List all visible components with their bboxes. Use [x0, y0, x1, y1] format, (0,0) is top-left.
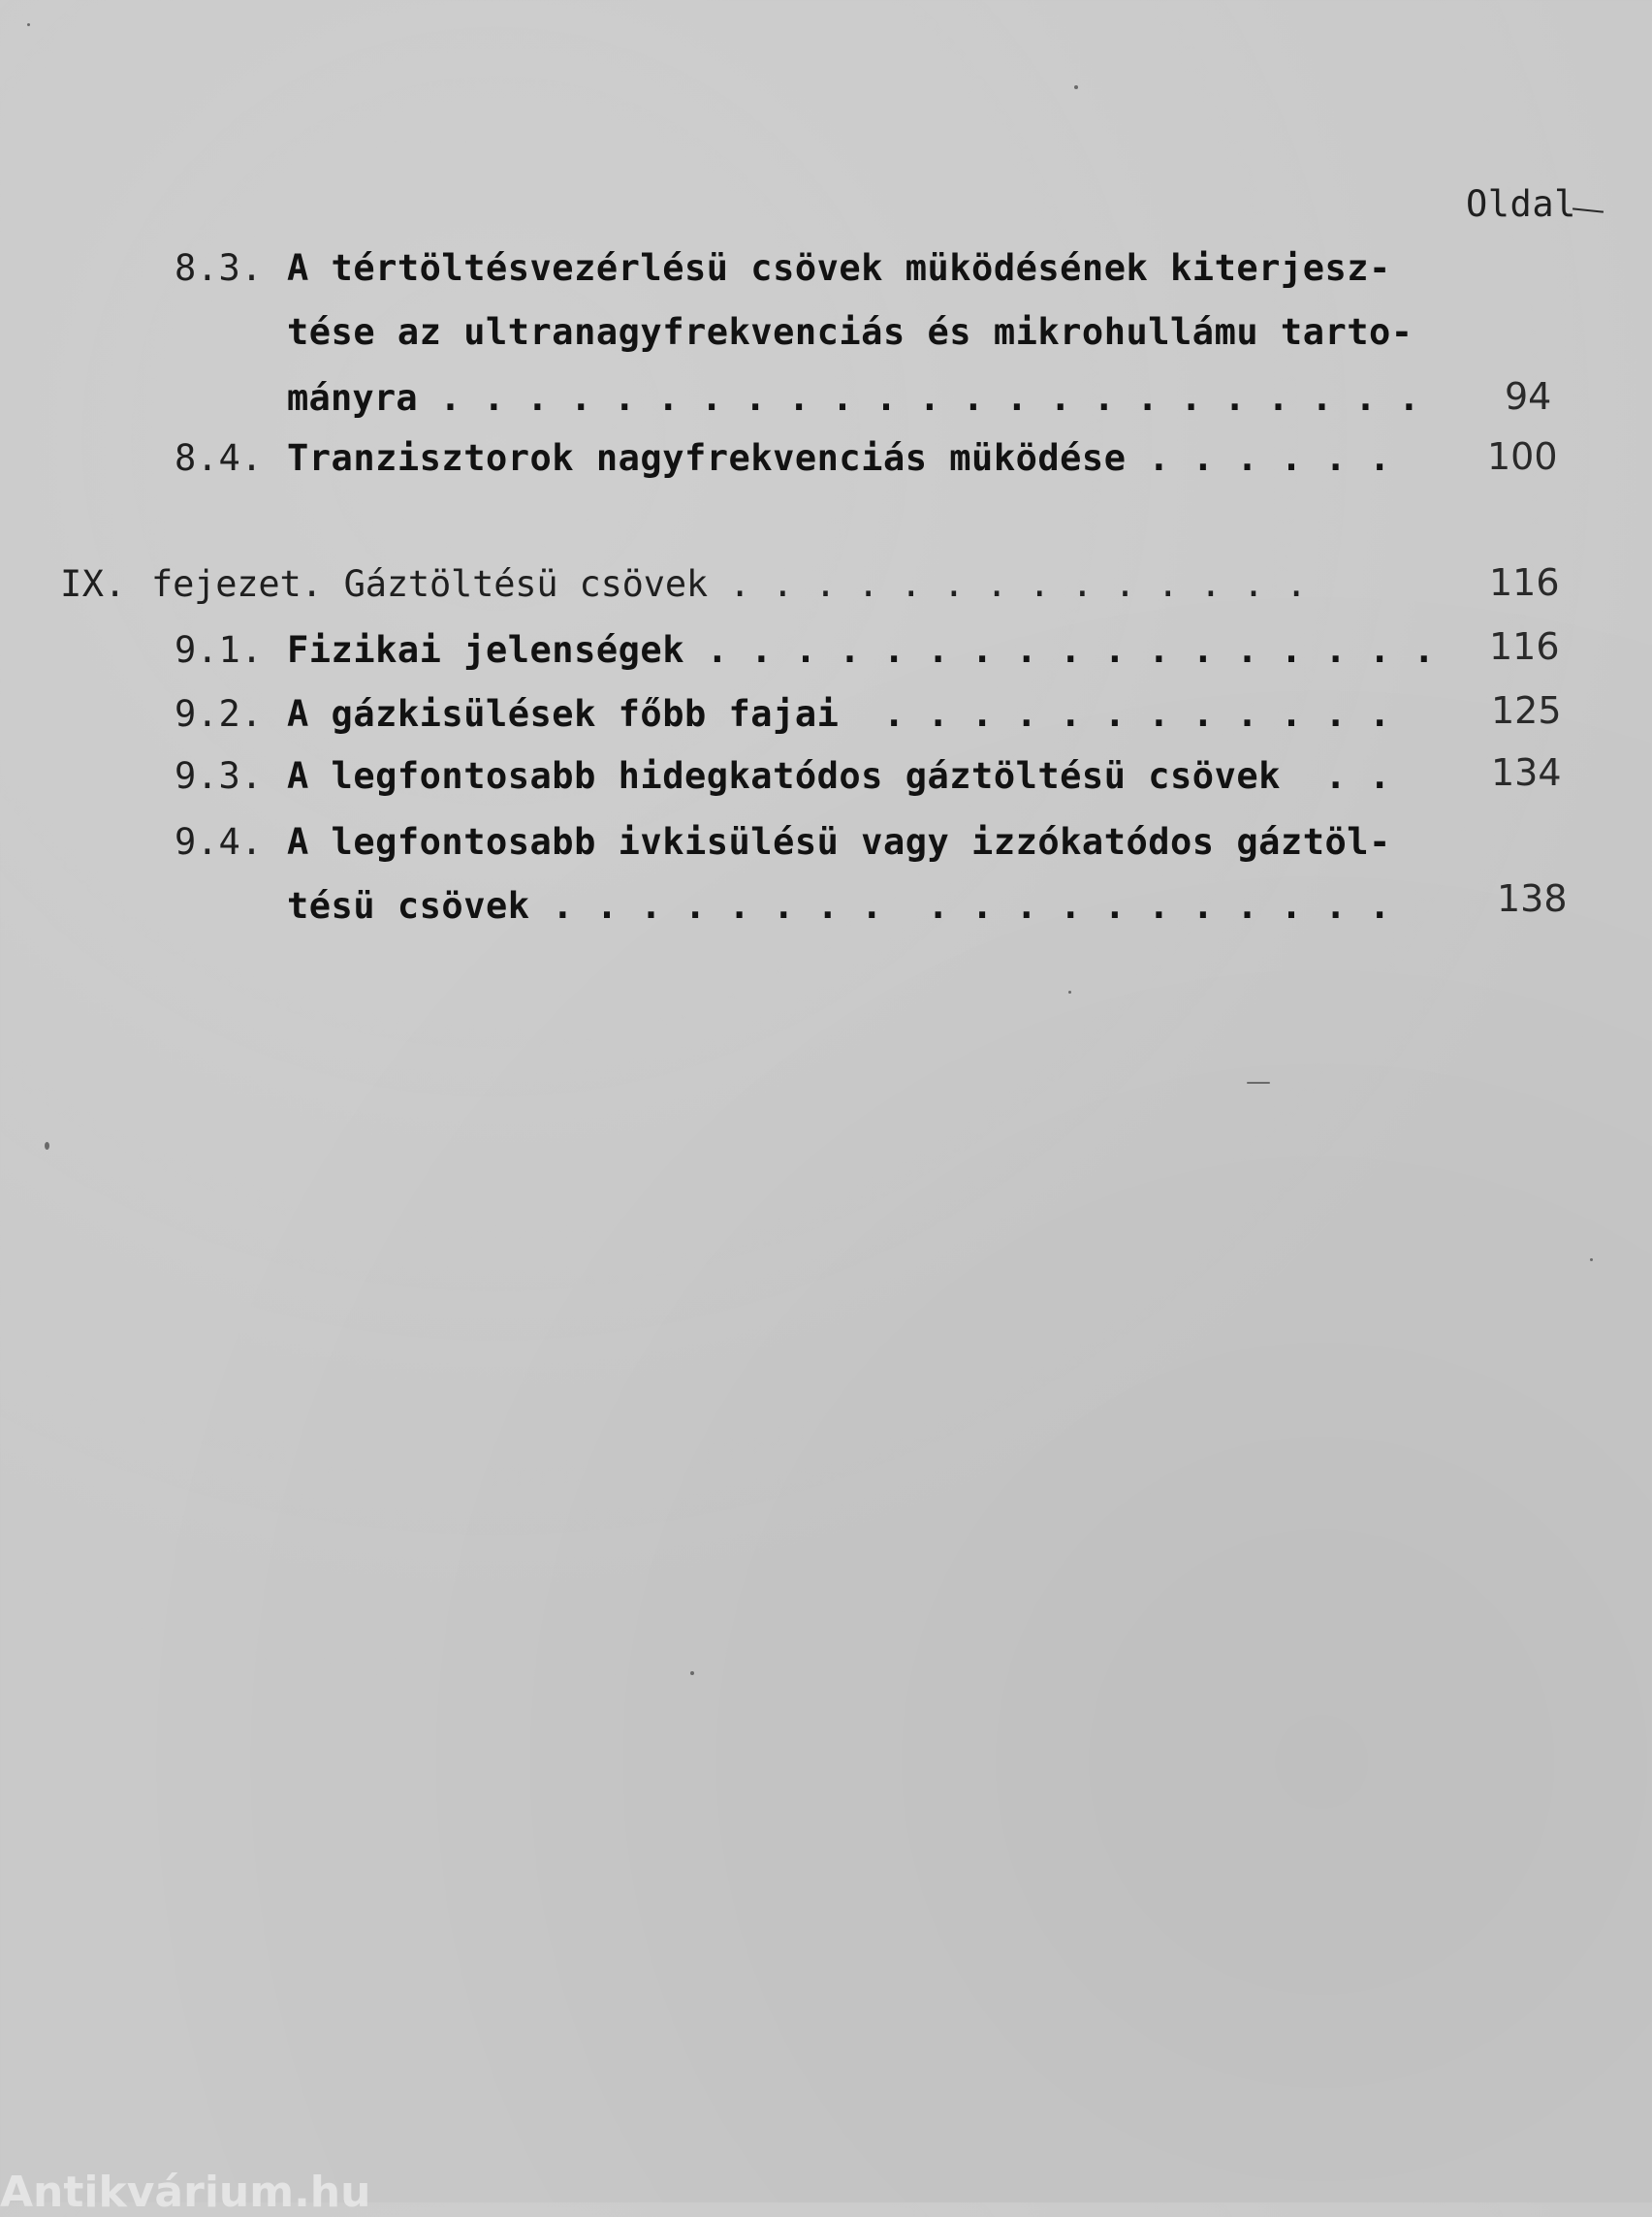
toc-entry-9-2-number: 9.2. [175, 693, 264, 735]
toc-entry-9-1-number: 9.1. [175, 629, 264, 671]
toc-chapter-ix-title: fejezet. Gáztöltésü csövek . . . . . . . . . . . . . . [151, 563, 1308, 605]
toc-entry-9-2-line-1: A gázkisülések főbb fajai . . . . . . . . . . . . [287, 693, 1391, 735]
oldal-underline [1573, 207, 1604, 212]
scan-speck [1068, 991, 1071, 994]
toc-entry-8-4-page: 100 [1487, 435, 1558, 478]
toc-entry-8-3-line-3: mányra . . . . . . . . . . . . . . . . . . . . . . . [287, 377, 1420, 419]
toc-entry-9-3-line-1: A legfontosabb hidegkatódos gáztöltésü csövek . . [287, 755, 1391, 797]
toc-entry-9-3-page: 134 [1491, 751, 1562, 794]
toc-entry-8-3-page: 94 [1505, 375, 1552, 418]
toc-entry-9-4-line-2: tésü csövek . . . . . . . . . . . . . . . . . . . [287, 885, 1391, 927]
toc-entry-9-2-page: 125 [1491, 689, 1562, 732]
scan-speck [27, 23, 30, 26]
toc-entry-8-3-number: 8.3. [175, 247, 264, 289]
toc-entry-8-4-line-1: Tranzisztorok nagyfrekvenciás müködése . . . . . . [287, 437, 1391, 479]
toc-chapter-ix-page: 116 [1489, 561, 1560, 604]
scan-speck [1074, 85, 1078, 89]
toc-entry-9-4-line-1: A legfontosabb ivkisülésü vagy izzókatódos gáztöl- [287, 821, 1391, 863]
toc-entry-9-4-page: 138 [1497, 877, 1568, 920]
toc-entry-8-3-line-1: A tértöltésvezérlésü csövek müködésének kiterjesz- [287, 247, 1391, 289]
toc-chapter-ix-number: IX. [60, 563, 127, 605]
scan-speck [1590, 1258, 1593, 1261]
oldal-label: Oldal [1466, 183, 1576, 225]
scan-speck [1247, 1082, 1270, 1084]
scan-speck [45, 1142, 49, 1150]
scan-speck [690, 1671, 694, 1675]
toc-entry-8-4-number: 8.4. [175, 437, 264, 479]
toc-entry-9-3-number: 9.3. [175, 755, 264, 797]
toc-entry-9-1-line-1: Fizikai jelenségek . . . . . . . . . . . . . . . . . [287, 629, 1436, 671]
toc-entry-8-3-line-2: tése az ultranagyfrekvenciás és mikrohullámu tarto- [287, 311, 1414, 353]
watermark-text: Antikvárium.hu [0, 2168, 371, 2217]
toc-entry-9-1-page: 116 [1489, 625, 1560, 668]
toc-entry-9-4-number: 9.4. [175, 821, 264, 863]
